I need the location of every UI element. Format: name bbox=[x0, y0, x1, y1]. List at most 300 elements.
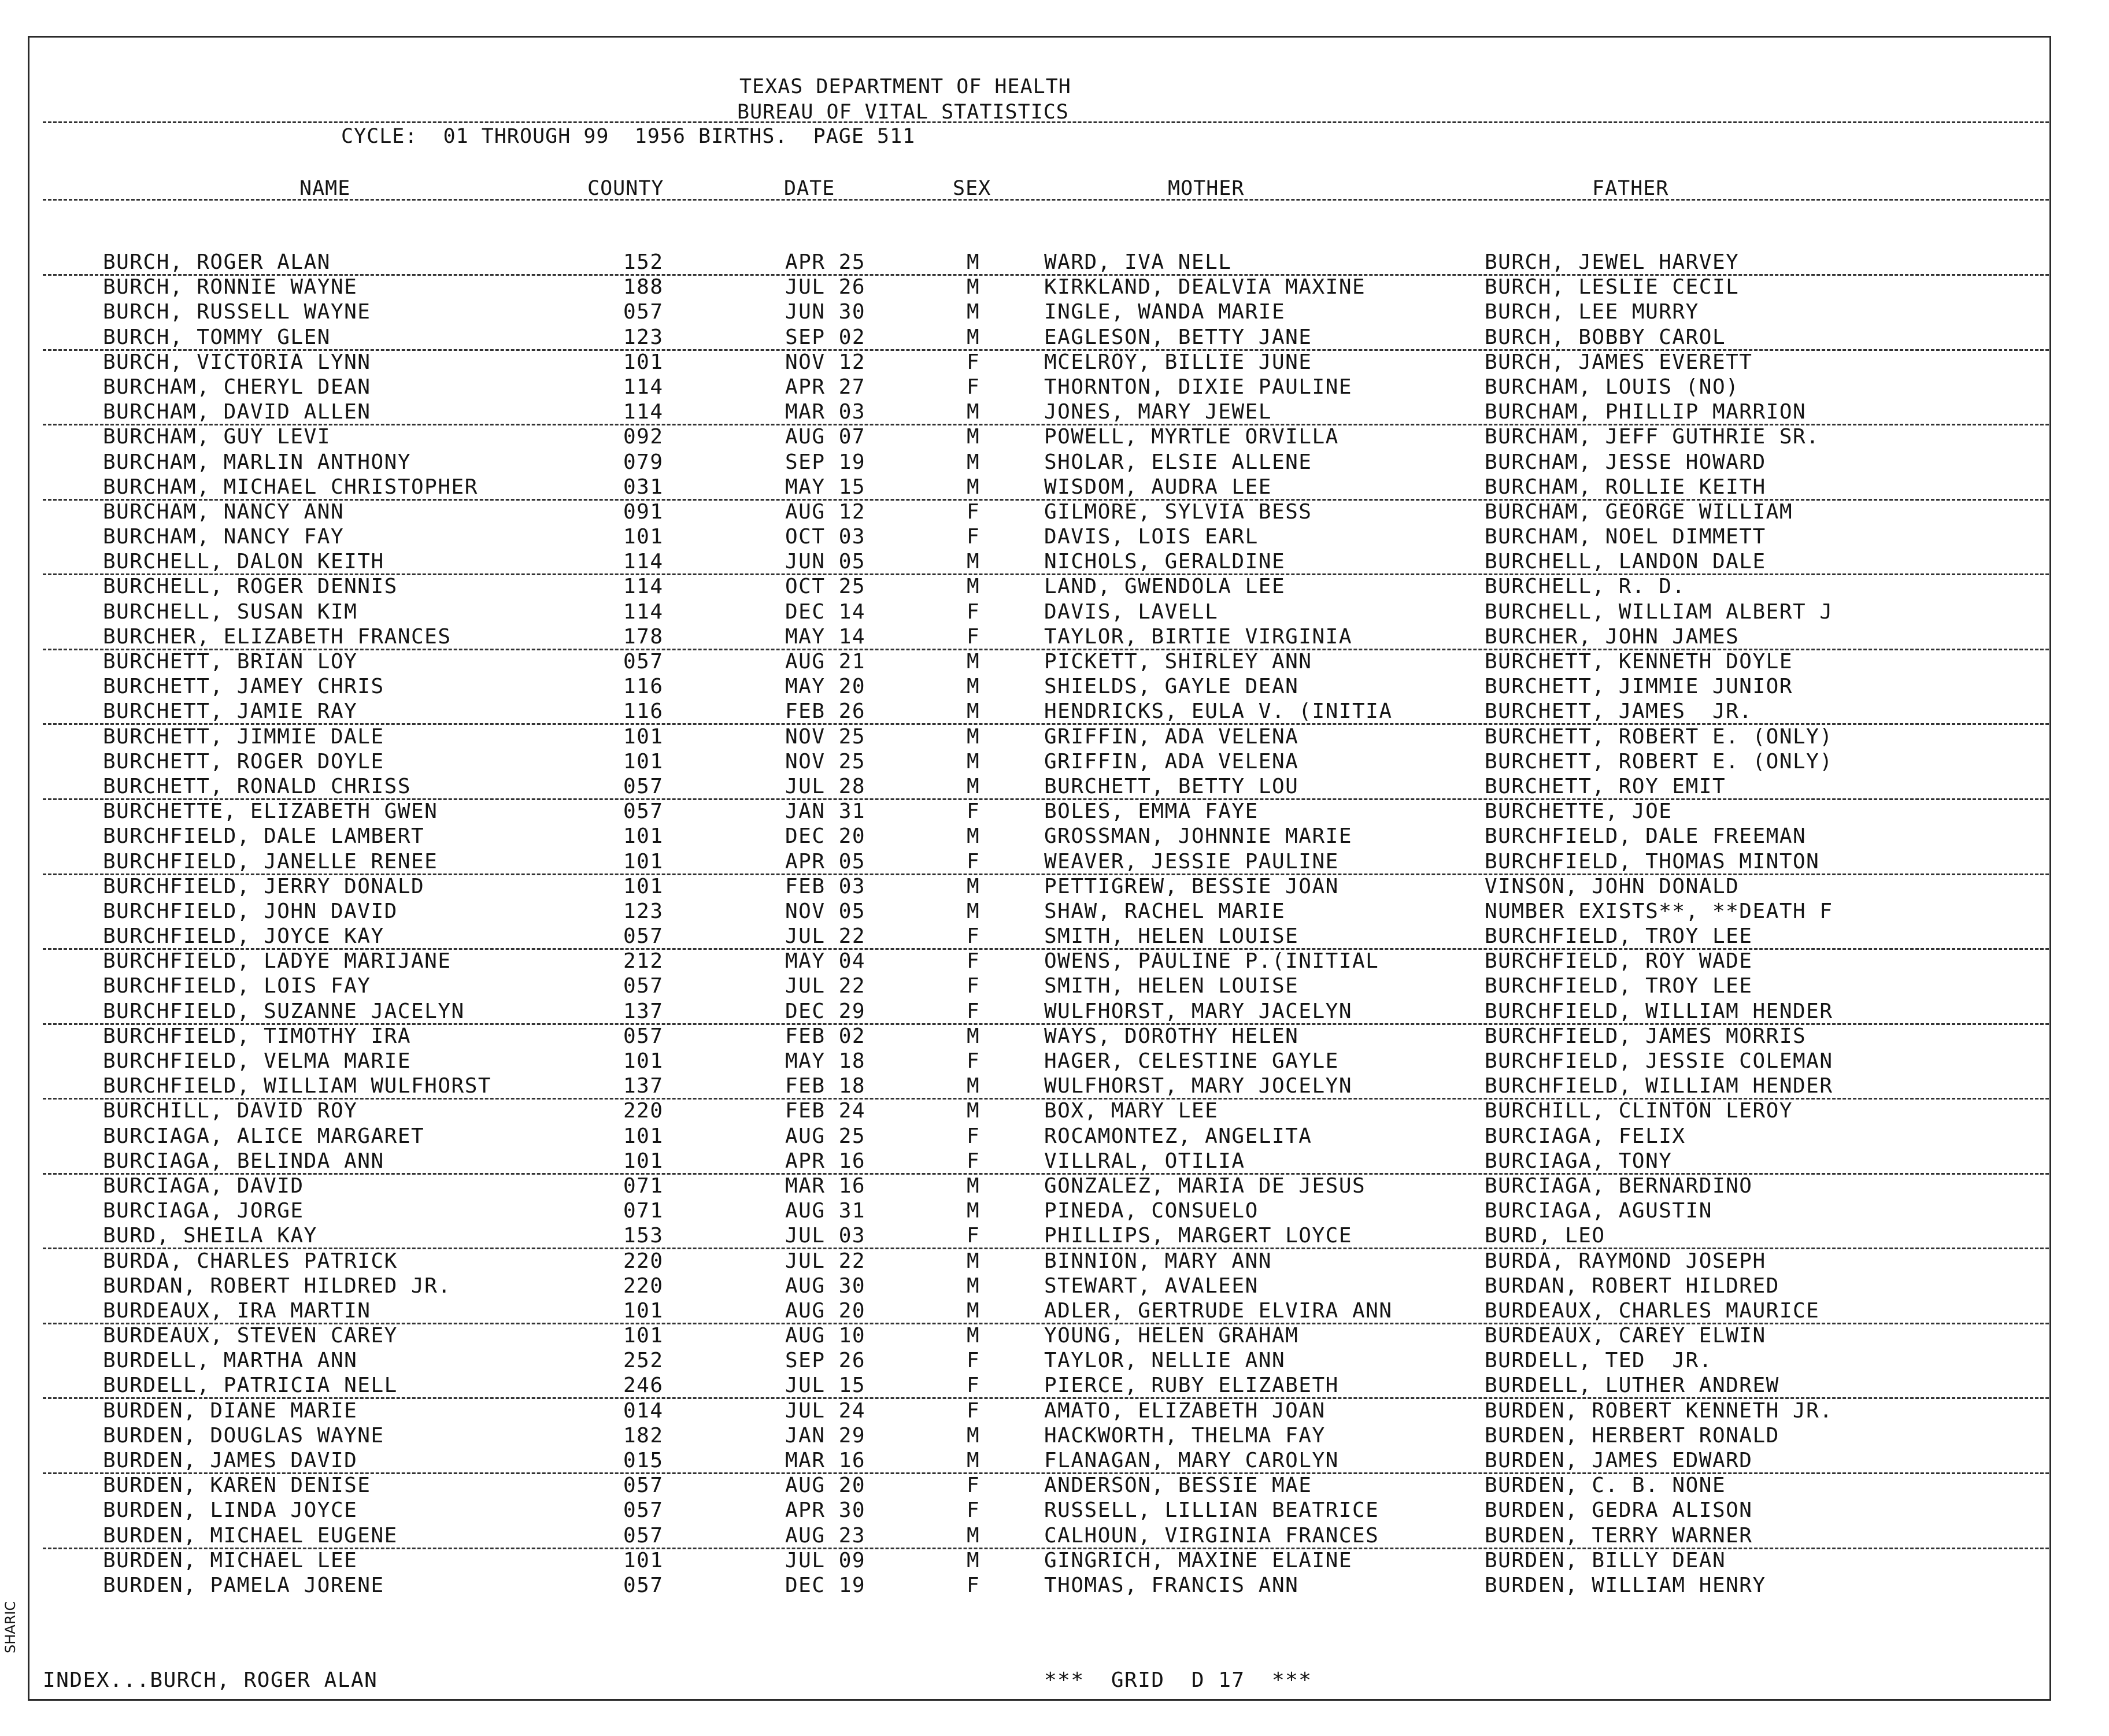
cell-county: 220 bbox=[623, 1099, 664, 1123]
cell-father: BURCHAM, GEORGE WILLIAM bbox=[1485, 499, 1793, 524]
cell-mother: SHAW, RACHEL MARIE bbox=[1044, 899, 1286, 923]
table-row bbox=[0, 1275, 2109, 1300]
cell-county: 014 bbox=[623, 1398, 664, 1423]
column-header-sex: SEX bbox=[953, 177, 991, 200]
cell-sex: M bbox=[967, 1099, 980, 1123]
cell-father: BURDEN, HERBERT RONALD bbox=[1485, 1423, 1779, 1448]
cell-mother: TAYLOR, BIRTIE VIRGINIA bbox=[1044, 624, 1352, 649]
cell-date: AUG 31 bbox=[785, 1199, 866, 1223]
cell-sex: M bbox=[967, 400, 980, 424]
cell-sex: M bbox=[967, 899, 980, 923]
cell-mother: BOLES, EMMA FAYE bbox=[1044, 799, 1259, 824]
table-row bbox=[0, 1075, 2109, 1100]
cell-mother: HENDRICKS, EULA V. (INITIA bbox=[1044, 699, 1393, 724]
cell-name: BURDELL, PATRICIA NELL bbox=[103, 1374, 398, 1398]
cell-name: BURCHETT, RONALD CHRISS bbox=[103, 774, 411, 798]
cell-county: 101 bbox=[623, 1324, 664, 1348]
cycle-line: CYCLE: 01 THROUGH 99 1956 BIRTHS. PAGE 511 bbox=[341, 125, 916, 148]
cell-mother: WARD, IVA NELL bbox=[1044, 250, 1232, 274]
cell-date: FEB 02 bbox=[785, 1024, 866, 1048]
cell-date: JUL 15 bbox=[785, 1374, 866, 1398]
cell-name: BURCHAM, MICHAEL CHRISTOPHER bbox=[103, 475, 478, 499]
cell-father: BURCHAM, LOUIS (NO) bbox=[1485, 375, 1740, 399]
cell-mother: YOUNG, HELEN GRAHAM bbox=[1044, 1324, 1299, 1348]
cell-name: BURCH, TOMMY GLEN bbox=[103, 325, 331, 349]
cell-date: SEP 02 bbox=[785, 325, 866, 349]
cell-county: 123 bbox=[623, 325, 664, 349]
cell-sex: M bbox=[967, 749, 980, 773]
table-row bbox=[0, 875, 2109, 900]
table-row bbox=[0, 1424, 2109, 1449]
cell-county: 071 bbox=[623, 1199, 664, 1223]
cell-name: BURDEN, KAREN DENISE bbox=[103, 1474, 371, 1498]
cell-name: BURCH, VICTORIA LYNN bbox=[103, 350, 371, 374]
cell-father: BURDEN, BILLY DEAN bbox=[1485, 1548, 1726, 1572]
cell-father: BURDELL, LUTHER ANDREW bbox=[1485, 1374, 1779, 1398]
table-row bbox=[0, 1324, 2109, 1349]
table-row bbox=[0, 900, 2109, 925]
cell-date: OCT 25 bbox=[785, 575, 866, 599]
cell-name: BURCHETT, BRIAN LOY bbox=[103, 650, 358, 673]
cell-father: BURCHFIELD, THOMAS MINTON bbox=[1485, 849, 1820, 873]
cell-county: 079 bbox=[623, 450, 664, 474]
cell-county: 057 bbox=[623, 1024, 664, 1048]
table-row bbox=[0, 950, 2109, 975]
cell-mother: ANDERSON, BESSIE MAE bbox=[1044, 1474, 1312, 1498]
table-row bbox=[0, 1499, 2109, 1524]
cell-name: BURDEN, MICHAEL EUGENE bbox=[103, 1523, 398, 1548]
cell-father: BURDEN, WILLIAM HENRY bbox=[1485, 1573, 1766, 1597]
table-row bbox=[0, 700, 2109, 725]
cell-father: BURCIAGA, FELIX bbox=[1485, 1124, 1686, 1148]
cell-date: AUG 10 bbox=[785, 1324, 866, 1348]
cell-father: BURCHETT, KENNETH DOYLE bbox=[1485, 650, 1793, 673]
cell-name: BURCIAGA, DAVID bbox=[103, 1174, 304, 1198]
cell-father: BURCHETT, ROBERT E. (ONLY) bbox=[1485, 749, 1833, 773]
cell-sex: M bbox=[967, 1249, 980, 1273]
cell-mother: GONZALEZ, MARIA DE JESUS bbox=[1044, 1174, 1366, 1198]
table-row bbox=[0, 1100, 2109, 1124]
cell-county: 101 bbox=[623, 749, 664, 773]
cell-county: 057 bbox=[623, 974, 664, 998]
cell-sex: F bbox=[967, 525, 980, 549]
cell-sex: M bbox=[967, 325, 980, 349]
cell-name: BURCHAM, CHERYL DEAN bbox=[103, 375, 371, 399]
cell-name: BURD, SHEILA KAY bbox=[103, 1224, 317, 1248]
cell-date: APR 05 bbox=[785, 849, 866, 873]
cell-father: BURDEN, JAMES EDWARD bbox=[1485, 1449, 1753, 1472]
table-row bbox=[0, 750, 2109, 775]
cell-father: BURDEN, ROBERT KENNETH JR. bbox=[1485, 1398, 1833, 1423]
cell-date: AUG 23 bbox=[785, 1523, 866, 1548]
cell-father: BURCIAGA, AGUSTIN bbox=[1485, 1199, 1712, 1223]
cell-sex: F bbox=[967, 1474, 980, 1498]
cell-date: DEC 29 bbox=[785, 999, 866, 1023]
cell-mother: CALHOUN, VIRGINIA FRANCES bbox=[1044, 1523, 1379, 1548]
cell-county: 101 bbox=[623, 1124, 664, 1148]
cell-sex: M bbox=[967, 1074, 980, 1098]
table-row bbox=[0, 1474, 2109, 1499]
cell-sex: F bbox=[967, 799, 980, 824]
cell-county: 101 bbox=[623, 350, 664, 374]
cell-county: 114 bbox=[623, 550, 664, 574]
cell-county: 137 bbox=[623, 999, 664, 1023]
cell-county: 092 bbox=[623, 425, 664, 449]
cell-sex: F bbox=[967, 1224, 980, 1248]
cell-date: APR 16 bbox=[785, 1149, 866, 1173]
cell-name: BURCHELL, SUSAN KIM bbox=[103, 599, 358, 624]
cell-name: BURCH, RUSSELL WAYNE bbox=[103, 300, 371, 324]
cell-name: BURDEN, LINDA JOYCE bbox=[103, 1498, 358, 1523]
table-row bbox=[0, 1574, 2109, 1599]
cell-sex: M bbox=[967, 575, 980, 599]
cell-county: 057 bbox=[623, 774, 664, 798]
table-row bbox=[0, 800, 2109, 825]
cell-date: AUG 25 bbox=[785, 1124, 866, 1148]
cell-sex: F bbox=[967, 849, 980, 873]
table-row bbox=[0, 425, 2109, 450]
cell-name: BURDEAUX, STEVEN CAREY bbox=[103, 1324, 398, 1348]
cell-date: APR 25 bbox=[785, 250, 866, 274]
table-row bbox=[0, 1175, 2109, 1200]
column-header-rule bbox=[43, 199, 2049, 201]
cell-county: 057 bbox=[623, 799, 664, 824]
cell-sex: M bbox=[967, 1423, 980, 1448]
department-title: TEXAS DEPARTMENT OF HEALTH bbox=[739, 75, 1071, 98]
cell-date: DEC 20 bbox=[785, 824, 866, 849]
cell-name: BURCHFIELD, JERRY DONALD bbox=[103, 874, 425, 898]
cell-mother: NICHOLS, GERALDINE bbox=[1044, 550, 1286, 574]
cell-sex: M bbox=[967, 1024, 980, 1048]
cell-county: 101 bbox=[623, 849, 664, 873]
cell-county: 101 bbox=[623, 1548, 664, 1572]
cell-date: MAY 20 bbox=[785, 675, 866, 699]
cell-mother: KIRKLAND, DEALVIA MAXINE bbox=[1044, 275, 1366, 299]
table-row bbox=[0, 1400, 2109, 1424]
cell-county: 101 bbox=[623, 874, 664, 898]
cell-county: 114 bbox=[623, 599, 664, 624]
cell-father: BURCH, LEE MURRY bbox=[1485, 300, 1699, 324]
table-row bbox=[0, 1125, 2109, 1150]
cell-father: BURCHELL, R. D. bbox=[1485, 575, 1686, 599]
table-row bbox=[0, 1449, 2109, 1474]
cell-sex: M bbox=[967, 450, 980, 474]
cell-mother: PETTIGREW, BESSIE JOAN bbox=[1044, 874, 1339, 898]
table-row bbox=[0, 351, 2109, 376]
cell-sex: M bbox=[967, 1449, 980, 1472]
cell-mother: GILMORE, SYLVIA BESS bbox=[1044, 499, 1312, 524]
cell-father: BURCHFIELD, WILLIAM HENDER bbox=[1485, 999, 1833, 1023]
cell-father: BURCH, LESLIE CECIL bbox=[1485, 275, 1740, 299]
table-row bbox=[0, 575, 2109, 600]
cell-date: MAY 18 bbox=[785, 1049, 866, 1073]
cell-date: JUL 03 bbox=[785, 1224, 866, 1248]
cell-date: AUG 20 bbox=[785, 1298, 866, 1323]
cell-name: BURCHETT, ROGER DOYLE bbox=[103, 749, 384, 773]
table-row bbox=[0, 550, 2109, 575]
cell-sex: M bbox=[967, 824, 980, 849]
cell-name: BURCH, ROGER ALAN bbox=[103, 250, 331, 274]
table-row bbox=[0, 301, 2109, 325]
cell-date: JAN 31 bbox=[785, 799, 866, 824]
cell-name: BURCHAM, DAVID ALLEN bbox=[103, 400, 371, 424]
cell-county: 057 bbox=[623, 650, 664, 673]
cell-mother: INGLE, WANDA MARIE bbox=[1044, 300, 1286, 324]
cell-sex: F bbox=[967, 350, 980, 374]
cell-sex: F bbox=[967, 499, 980, 524]
cell-date: MAY 15 bbox=[785, 475, 866, 499]
cell-date: NOV 12 bbox=[785, 350, 866, 374]
cell-mother: THOMAS, FRANCIS ANN bbox=[1044, 1573, 1299, 1597]
cell-name: BURDAN, ROBERT HILDRED JR. bbox=[103, 1274, 452, 1298]
cell-mother: SMITH, HELEN LOUISE bbox=[1044, 924, 1299, 949]
cell-name: BURCHILL, DAVID ROY bbox=[103, 1099, 358, 1123]
cell-name: BURCIAGA, ALICE MARGARET bbox=[103, 1124, 425, 1148]
cell-father: BURCHETT, JIMMIE JUNIOR bbox=[1485, 675, 1793, 699]
cell-mother: PICKETT, SHIRLEY ANN bbox=[1044, 650, 1312, 673]
cell-mother: LAND, GWENDOLA LEE bbox=[1044, 575, 1286, 599]
cell-mother: EAGLESON, BETTY JANE bbox=[1044, 325, 1312, 349]
cell-name: BURCHAM, MARLIN ANTHONY bbox=[103, 450, 411, 474]
cell-county: 114 bbox=[623, 400, 664, 424]
cell-name: BURDEN, DOUGLAS WAYNE bbox=[103, 1423, 384, 1448]
cell-county: 057 bbox=[623, 924, 664, 949]
cell-mother: GROSSMAN, JOHNNIE MARIE bbox=[1044, 824, 1352, 849]
cell-sex: M bbox=[967, 774, 980, 798]
cell-father: BURDELL, TED JR. bbox=[1485, 1349, 1712, 1373]
bureau-title: BUREAU OF VITAL STATISTICS bbox=[737, 101, 1069, 124]
cell-father: BURCHETTE, JOE bbox=[1485, 799, 1673, 824]
cell-date: JUL 24 bbox=[785, 1398, 866, 1423]
cell-county: 071 bbox=[623, 1174, 664, 1198]
cell-county: 152 bbox=[623, 250, 664, 274]
cell-sex: F bbox=[967, 1149, 980, 1173]
cell-sex: M bbox=[967, 1199, 980, 1223]
cell-county: 015 bbox=[623, 1449, 664, 1472]
cell-name: BURCHER, ELIZABETH FRANCES bbox=[103, 624, 452, 649]
table-row bbox=[0, 251, 2109, 276]
table-row bbox=[0, 451, 2109, 476]
cell-name: BURCHFIELD, LADYE MARIJANE bbox=[103, 949, 452, 974]
cell-date: JUN 30 bbox=[785, 300, 866, 324]
cell-sex: F bbox=[967, 1049, 980, 1073]
cell-father: BURCHFIELD, JESSIE COLEMAN bbox=[1485, 1049, 1833, 1073]
cell-name: BURCHAM, NANCY FAY bbox=[103, 525, 345, 549]
cell-mother: DAVIS, LOIS EARL bbox=[1044, 525, 1259, 549]
cell-name: BURCHETT, JAMEY CHRIS bbox=[103, 675, 384, 699]
cell-father: BURCHER, JOHN JAMES bbox=[1485, 624, 1740, 649]
cell-date: FEB 03 bbox=[785, 874, 866, 898]
table-row bbox=[0, 1349, 2109, 1374]
table-row bbox=[0, 376, 2109, 401]
cell-sex: F bbox=[967, 1398, 980, 1423]
cell-date: JUL 09 bbox=[785, 1548, 866, 1572]
cell-sex: M bbox=[967, 699, 980, 724]
cell-sex: F bbox=[967, 1124, 980, 1148]
cell-mother: BURCHETT, BETTY LOU bbox=[1044, 774, 1299, 798]
cell-county: 116 bbox=[623, 699, 664, 724]
cell-mother: BOX, MARY LEE bbox=[1044, 1099, 1219, 1123]
cell-sex: M bbox=[967, 550, 980, 574]
cell-father: BURCHAM, JESSE HOWARD bbox=[1485, 450, 1766, 474]
table-row bbox=[0, 925, 2109, 950]
table-row bbox=[0, 1250, 2109, 1275]
cell-date: FEB 24 bbox=[785, 1099, 866, 1123]
table-row bbox=[0, 276, 2109, 301]
header-rule bbox=[43, 121, 2049, 123]
cell-date: AUG 21 bbox=[785, 650, 866, 673]
cell-sex: M bbox=[967, 724, 980, 749]
cell-sex: M bbox=[967, 275, 980, 299]
cell-name: BURCHFIELD, DALE LAMBERT bbox=[103, 824, 425, 849]
cell-county: 114 bbox=[623, 575, 664, 599]
cell-date: FEB 18 bbox=[785, 1074, 866, 1098]
cell-father: BURDAN, ROBERT HILDRED bbox=[1485, 1274, 1779, 1298]
cell-name: BURDEN, JAMES DAVID bbox=[103, 1449, 358, 1472]
cell-county: 057 bbox=[623, 1573, 664, 1597]
cell-mother: DAVIS, LAVELL bbox=[1044, 599, 1219, 624]
cell-county: 101 bbox=[623, 724, 664, 749]
cell-sex: M bbox=[967, 675, 980, 699]
table-row bbox=[0, 525, 2109, 550]
cell-name: BURCIAGA, JORGE bbox=[103, 1199, 304, 1223]
cell-father: BURCH, BOBBY CAROL bbox=[1485, 325, 1726, 349]
cell-sex: F bbox=[967, 1498, 980, 1523]
cell-date: MAR 03 bbox=[785, 400, 866, 424]
cell-mother: RUSSELL, LILLIAN BEATRICE bbox=[1044, 1498, 1379, 1523]
cell-county: 246 bbox=[623, 1374, 664, 1398]
cell-sex: M bbox=[967, 475, 980, 499]
cell-mother: TAYLOR, NELLIE ANN bbox=[1044, 1349, 1286, 1373]
cell-name: BURDEN, DIANE MARIE bbox=[103, 1398, 358, 1423]
cell-name: BURCHELL, ROGER DENNIS bbox=[103, 575, 398, 599]
cell-county: 101 bbox=[623, 1298, 664, 1323]
cell-date: NOV 05 bbox=[785, 899, 866, 923]
cell-date: JUL 28 bbox=[785, 774, 866, 798]
cell-date: APR 30 bbox=[785, 1498, 866, 1523]
cell-county: 252 bbox=[623, 1349, 664, 1373]
table-row bbox=[0, 476, 2109, 501]
cell-county: 116 bbox=[623, 675, 664, 699]
cell-sex: M bbox=[967, 1174, 980, 1198]
cell-father: BURCHELL, WILLIAM ALBERT J bbox=[1485, 599, 1833, 624]
cell-date: AUG 20 bbox=[785, 1474, 866, 1498]
cell-county: 220 bbox=[623, 1249, 664, 1273]
cell-sex: M bbox=[967, 650, 980, 673]
cell-father: BURCHETT, ROY EMIT bbox=[1485, 774, 1726, 798]
table-row bbox=[0, 1300, 2109, 1324]
cell-mother: ADLER, GERTRUDE ELVIRA ANN bbox=[1044, 1298, 1393, 1323]
cell-county: 101 bbox=[623, 1049, 664, 1073]
cell-sex: M bbox=[967, 1523, 980, 1548]
cell-county: 057 bbox=[623, 1498, 664, 1523]
cell-sex: F bbox=[967, 1349, 980, 1373]
cell-father: BURCIAGA, BERNARDINO bbox=[1485, 1174, 1753, 1198]
cell-name: BURCHETT, JAMIE RAY bbox=[103, 699, 358, 724]
cell-county: 137 bbox=[623, 1074, 664, 1098]
cell-name: BURDA, CHARLES PATRICK bbox=[103, 1249, 398, 1273]
cell-date: AUG 12 bbox=[785, 499, 866, 524]
cell-mother: JONES, MARY JEWEL bbox=[1044, 400, 1272, 424]
column-header-county: COUNTY bbox=[587, 177, 664, 200]
cell-date: JUL 22 bbox=[785, 974, 866, 998]
cell-mother: PHILLIPS, MARGERT LOYCE bbox=[1044, 1224, 1352, 1248]
table-row bbox=[0, 1524, 2109, 1549]
cell-father: BURCHELL, LANDON DALE bbox=[1485, 550, 1766, 574]
cell-mother: OWENS, PAULINE P.(INITIAL bbox=[1044, 949, 1379, 974]
cell-mother: AMATO, ELIZABETH JOAN bbox=[1044, 1398, 1326, 1423]
cell-county: 178 bbox=[623, 624, 664, 649]
cell-father: BURCHFIELD, WILLIAM HENDER bbox=[1485, 1074, 1833, 1098]
table-row bbox=[0, 850, 2109, 875]
cell-date: JAN 29 bbox=[785, 1423, 866, 1448]
cell-mother: ROCAMONTEZ, ANGELITA bbox=[1044, 1124, 1312, 1148]
cell-father: BURCHAM, NOEL DIMMETT bbox=[1485, 525, 1766, 549]
cell-county: 212 bbox=[623, 949, 664, 974]
cell-mother: BINNION, MARY ANN bbox=[1044, 1249, 1272, 1273]
cell-county: 101 bbox=[623, 1149, 664, 1173]
cell-name: BURCH, RONNIE WAYNE bbox=[103, 275, 358, 299]
cell-father: BURCHFIELD, DALE FREEMAN bbox=[1485, 824, 1807, 849]
cell-sex: M bbox=[967, 250, 980, 274]
cell-name: BURCHFIELD, TIMOTHY IRA bbox=[103, 1024, 411, 1048]
column-header-mother: MOTHER bbox=[1168, 177, 1245, 200]
cell-date: JUN 05 bbox=[785, 550, 866, 574]
cell-date: APR 27 bbox=[785, 375, 866, 399]
cell-father: VINSON, JOHN DONALD bbox=[1485, 874, 1740, 898]
cell-father: BURCHFIELD, TROY LEE bbox=[1485, 924, 1753, 949]
cell-county: 123 bbox=[623, 899, 664, 923]
cell-county: 091 bbox=[623, 499, 664, 524]
grid-footer: *** GRID D 17 *** bbox=[1044, 1668, 1312, 1692]
cell-father: BURD, LEO bbox=[1485, 1224, 1605, 1248]
cell-sex: F bbox=[967, 375, 980, 399]
cell-mother: SMITH, HELEN LOUISE bbox=[1044, 974, 1299, 998]
cell-county: 057 bbox=[623, 1474, 664, 1498]
cell-county: 188 bbox=[623, 275, 664, 299]
cell-date: NOV 25 bbox=[785, 724, 866, 749]
cell-county: 220 bbox=[623, 1274, 664, 1298]
index-footer: INDEX...BURCH, ROGER ALAN bbox=[43, 1668, 378, 1692]
cell-mother: WULFHORST, MARY JACELYN bbox=[1044, 999, 1352, 1023]
cell-father: BURDEAUX, CAREY ELWIN bbox=[1485, 1324, 1766, 1348]
cell-mother: GINGRICH, MAXINE ELAINE bbox=[1044, 1548, 1352, 1572]
cell-date: DEC 14 bbox=[785, 599, 866, 624]
cell-sex: F bbox=[967, 949, 980, 974]
cell-name: BURDEAUX, IRA MARTIN bbox=[103, 1298, 371, 1323]
cell-mother: SHIELDS, GAYLE DEAN bbox=[1044, 675, 1299, 699]
cell-mother: WEAVER, JESSIE PAULINE bbox=[1044, 849, 1339, 873]
cell-county: 153 bbox=[623, 1224, 664, 1248]
table-row bbox=[0, 1200, 2109, 1224]
cell-date: JUL 22 bbox=[785, 924, 866, 949]
table-row bbox=[0, 1050, 2109, 1075]
cell-mother: SHOLAR, ELSIE ALLENE bbox=[1044, 450, 1312, 474]
cell-father: NUMBER EXISTS**, **DEATH F bbox=[1485, 899, 1833, 923]
cell-name: BURCHELL, DALON KEITH bbox=[103, 550, 384, 574]
table-row bbox=[0, 775, 2109, 800]
cell-sex: F bbox=[967, 599, 980, 624]
cell-county: 031 bbox=[623, 475, 664, 499]
table-row bbox=[0, 1025, 2109, 1050]
cell-date: OCT 03 bbox=[785, 525, 866, 549]
cell-father: BURCIAGA, TONY bbox=[1485, 1149, 1673, 1173]
cell-sex: M bbox=[967, 1548, 980, 1572]
cell-name: BURCHFIELD, JANELLE RENEE bbox=[103, 849, 438, 873]
cell-sex: F bbox=[967, 1573, 980, 1597]
cell-name: BURCHFIELD, JOHN DAVID bbox=[103, 899, 398, 923]
cell-date: JUL 22 bbox=[785, 1249, 866, 1273]
